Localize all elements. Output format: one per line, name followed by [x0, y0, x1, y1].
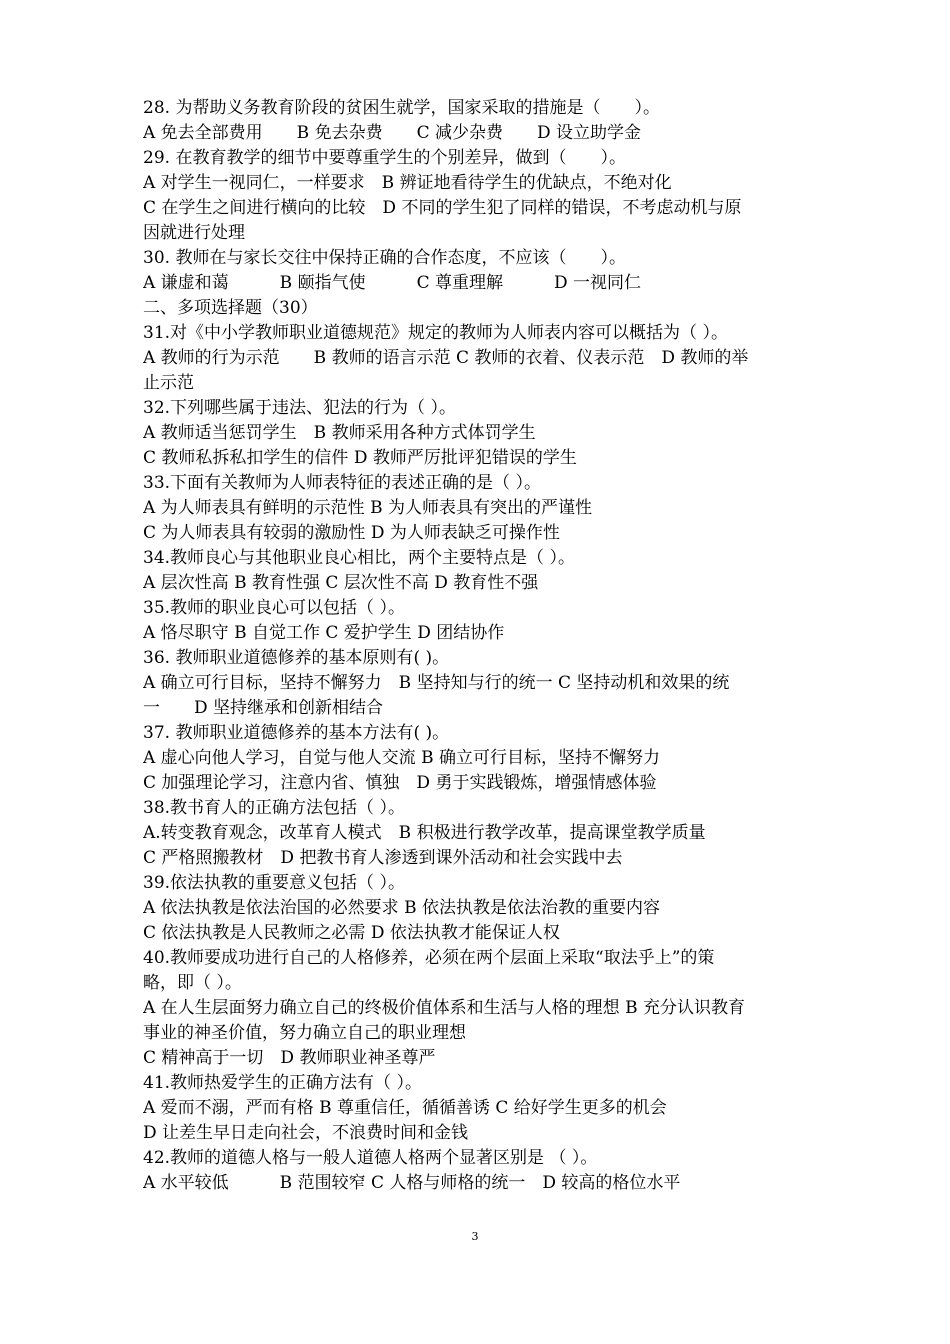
text-line: 29. 在教育教学的细节中要尊重学生的个别差异，做到（ ）。	[143, 148, 626, 168]
text-line: A 免去全部费用 B 免去杂费 C 减少杂费 D 设立助学金	[143, 123, 642, 143]
text-line: A 确立可行目标，坚持不懈努力 B 坚持知与行的统一 C 坚持动机和效果的统	[143, 673, 730, 693]
section-heading: 二、多项选择题（30）	[143, 298, 318, 318]
text-line: A 恪尽职守 B 自觉工作 C 爱护学生 D 团结协作	[143, 623, 505, 643]
text-line: C 依法执教是人民教师之必需 D 依法执教才能保证人权	[143, 923, 560, 943]
text-line: D 让差生早日走向社会，不浪费时间和金钱	[143, 1123, 469, 1143]
text-line: A 层次性高 B 教育性强 C 层次性不高 D 教育性不强	[143, 573, 539, 593]
text-line: 37. 教师职业道德修养的基本方法有( )。	[143, 723, 450, 743]
text-line: 40.教师要成功进行自己的人格修养，必须在两个层面上采取“取法乎上”的策	[143, 948, 715, 968]
text-line: 30. 教师在与家长交往中保持正确的合作态度，不应该（ ）。	[143, 248, 626, 268]
text-line: A.转变教育观念，改革育人模式 B 积极进行教学改革，提高课堂教学质量	[143, 823, 706, 843]
page-number: 3	[471, 1230, 479, 1243]
text-line: A 虚心向他人学习，自觉与他人交流 B 确立可行目标，坚持不懈努力	[143, 748, 660, 768]
text-line: A 依法执教是依法治国的必然要求 B 依法执教是依法治教的重要内容	[143, 898, 660, 918]
text-line: 35.教师的职业良心可以包括（ ）。	[143, 598, 405, 618]
text-line: A 教师的行为示范 B 教师的语言示范 C 教师的衣着、仪表示范 D 教师的举	[143, 348, 749, 368]
text-line: 39.依法执教的重要意义包括（ ）。	[143, 873, 405, 893]
text-line: 33.下面有关教师为人师表特征的表述正确的是（ ）。	[143, 473, 541, 493]
text-line: 42.教师的道德人格与一般人道德人格两个显著区别是 （ ）。	[143, 1148, 598, 1168]
text-line: C 为人师表具有较弱的激励性 D 为人师表缺乏可操作性	[143, 523, 560, 543]
text-line: C 加强理论学习，注意内省、慎独 D 勇于实践锻炼，增强情感体验	[143, 773, 657, 793]
text-line: C 在学生之间进行横向的比较 D 不同的学生犯了同样的错误，不考虑动机与原	[143, 198, 742, 218]
text-line: 28. 为帮助义务教育阶段的贫困生就学，国家采取的措施是（ ）。	[143, 98, 660, 118]
text-line: 32.下列哪些属于违法、犯法的行为（ ）。	[143, 398, 456, 418]
text-line: C 严格照搬教材 D 把教书育人渗透到课外活动和社会实践中去	[143, 848, 623, 868]
text-line: C 精神高于一切 D 教师职业神圣尊严	[143, 1048, 436, 1068]
text-line: A 在人生层面努力确立自己的终极价值体系和生活与人格的理想 B 充分认识教育	[143, 998, 745, 1018]
document-body	[143, 96, 823, 1196]
text-line: A 为人师表具有鲜明的示范性 B 为人师表具有突出的严谨性	[143, 498, 592, 518]
text-line: 事业的神圣价值，努力确立自己的职业理想	[143, 1023, 466, 1043]
text-line: A 水平较低 B 范围较窄 C 人格与师格的统一 D 较高的格位水平	[143, 1173, 681, 1193]
text-line: 34.教师良心与其他职业良心相比，两个主要特点是（ ）。	[143, 548, 575, 568]
text-line: A 爱而不溺，严而有格 B 尊重信任，循循善诱 C 给好学生更多的机会	[143, 1098, 667, 1118]
text-line: 41.教师热爱学生的正确方法有（ ）。	[143, 1073, 422, 1093]
text-line: A 谦虚和蔼 B 颐指气使 C 尊重理解 D 一视同仁	[143, 273, 642, 293]
text-line: 36. 教师职业道德修养的基本原则有( )。	[143, 648, 450, 668]
text-line: 31.对《中小学教师职业道德规范》规定的教师为人师表内容可以概括为（ ）。	[143, 323, 728, 343]
text-line: 因就进行处理	[143, 223, 245, 243]
text-line: 止示范	[143, 373, 194, 393]
text-line: 一 D 坚持继承和创新相结合	[143, 698, 384, 718]
text-line: 38.教书育人的正确方法包括（ ）。	[143, 798, 405, 818]
text-line: 略，即（ ）。	[143, 973, 242, 993]
text-line: A 教师适当惩罚学生 B 教师采用各种方式体罚学生	[143, 423, 536, 443]
text-line: A 对学生一视同仁，一样要求 B 辨证地看待学生的优缺点，不绝对化	[143, 173, 672, 193]
text-line: C 教师私拆私扣学生的信件 D 教师严厉批评犯错误的学生	[143, 448, 577, 468]
